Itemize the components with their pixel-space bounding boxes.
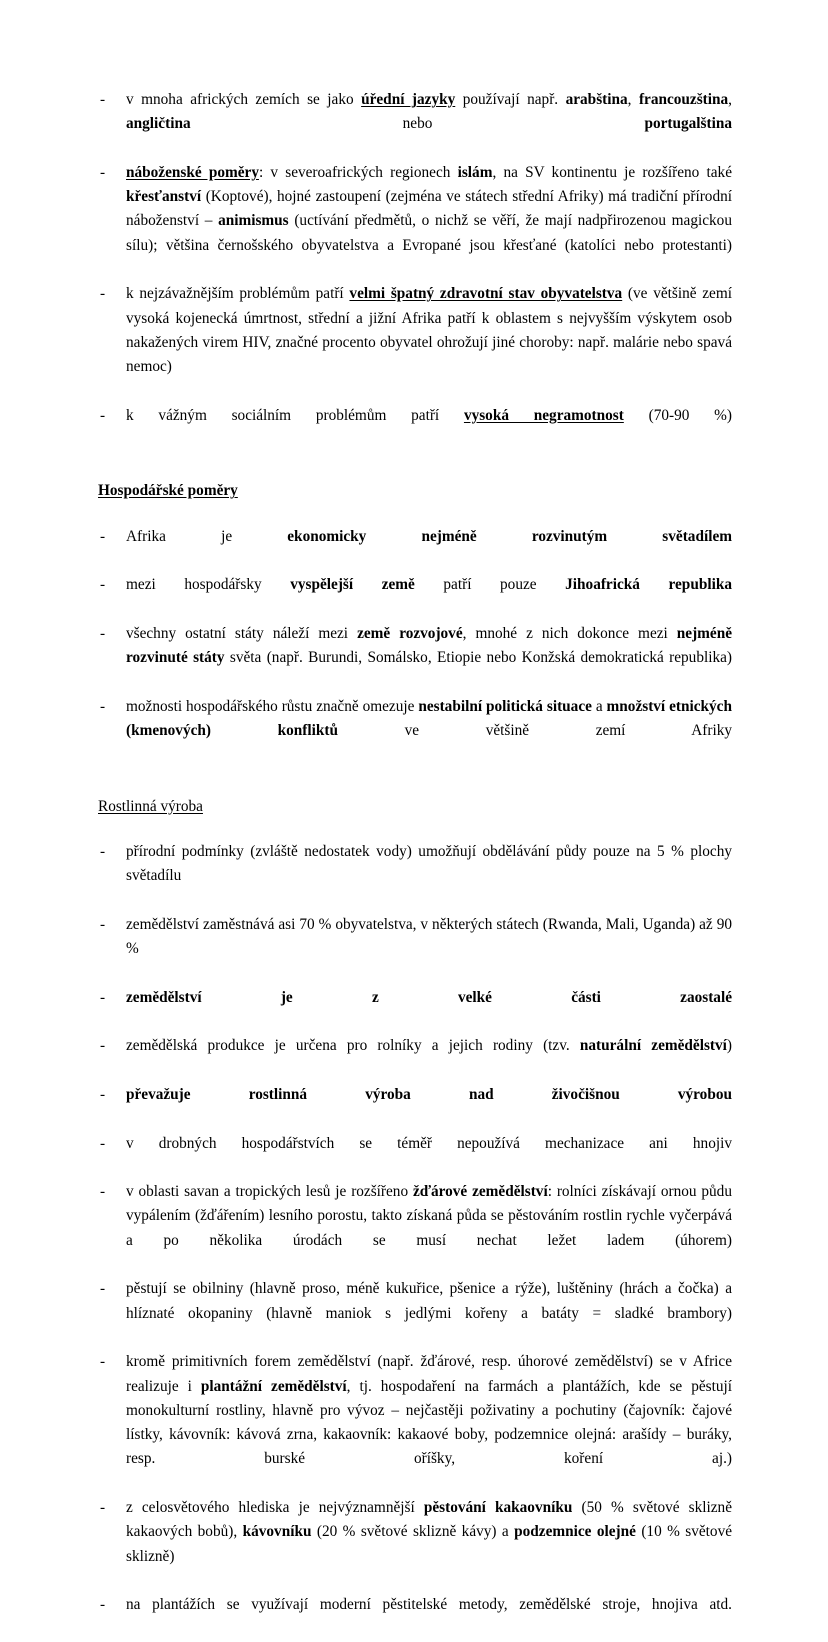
text-run: pěstování kakaovníku [423, 1499, 573, 1517]
text-run: plantážní zemědělství [200, 1377, 347, 1395]
text-run: naturální zemědělství [579, 1037, 727, 1055]
bullet-prevazuje-rostlinna-vyroba [98, 1083, 732, 1132]
text-run: vyspělejší země [290, 576, 415, 594]
text-run: , [728, 91, 732, 108]
text-run: (10 % světové sklizně) [126, 1523, 733, 1565]
spacer-after-hospodarske [98, 504, 732, 525]
text-run: nestabilní politická situace [418, 697, 592, 715]
bullet-dash-marker: - [100, 843, 106, 861]
bullet-dash-marker: - [100, 1085, 106, 1103]
bullet-prirodni-podminky [98, 840, 732, 913]
text-run: možnosti hospodářského růstu značně omezuje [126, 697, 419, 715]
bullet-dash-marker: - [100, 1499, 106, 1517]
bullet-drobne-hospodarstvi [98, 1132, 732, 1181]
text-run: podzemnice olejné [514, 1523, 636, 1541]
bullet-uredni-jazyky-text [126, 88, 732, 161]
bullet-prevazuje-rostlinna-vyroba-text [126, 1083, 732, 1132]
text-run: islám [457, 163, 493, 181]
text-run: kávovníku [242, 1523, 312, 1541]
spacer-before-hospodarske [98, 452, 732, 479]
text-run: (Koptové), hojné zastoupení (zejména ve státech střední Afriky) má tradiční přírodní náboženství – [126, 188, 732, 230]
bullet-zdravotni-stav [98, 282, 732, 403]
text-run: (50 % světové sklizně kakaových bobů), [126, 1499, 732, 1541]
text-run: vysoká negramotnost [463, 406, 624, 424]
text-run: všechny ostatní státy náleží mezi [126, 624, 358, 642]
text-run: Jihoafrická republika [565, 576, 732, 594]
text-run: k vážným sociálním problémům patří [126, 406, 464, 424]
bullet-plantazni-zemedelstvi-text [126, 1350, 732, 1496]
text-run: země rozvojové [357, 624, 463, 642]
bullet-kakaovnik-kavovnik [98, 1496, 732, 1593]
text-run: ve většině zemí Afriky [338, 722, 733, 740]
bullet-drobne-hospodarstvi-text [126, 1132, 732, 1181]
bullet-zemedelstvi-zaostale-text [126, 986, 732, 1035]
heading-rostlinna-vyroba-wrap [98, 795, 732, 819]
text-run: v drobných hospodářstvích se téměř nepoužívá mechanizace ani hnojiv [126, 1134, 732, 1152]
text-run: : v severoafrických regionech [258, 163, 458, 181]
text-run: žďárové zemědělství [412, 1183, 548, 1201]
bullet-dash-marker: - [100, 1596, 106, 1614]
text-run: zemědělství zaměstnává asi 70 % obyvatelstva, v některých státech (Rwanda, Mali, Uganda) až 90 % [126, 915, 732, 958]
bullet-obilniny [98, 1277, 732, 1350]
text-run: světa (např. Burundi, Somálsko, Etiopie nebo Konžská demokratická republika) [224, 649, 732, 667]
bullet-negramotnost [98, 404, 732, 453]
text-run: angličtina [126, 115, 191, 133]
bullet-dash-marker: - [100, 576, 106, 594]
bullet-dash-marker: - [100, 1037, 106, 1055]
bullet-naturalni-zemedelstvi-text [126, 1034, 732, 1083]
text-run: zemědělství je z velké části zaostalé [126, 988, 732, 1006]
text-run: na plantážích se využívají moderní pěstitelské metody, zemědělské stroje, hnojiva atd. [126, 1596, 732, 1614]
text-run: ekonomicky nejméně rozvinutým světadílem [287, 527, 732, 545]
text-run: nejméně rozvinuté státy [126, 624, 733, 667]
document-body [98, 88, 732, 1642]
bullet-zemedelstvi-zamestnava-text [126, 913, 732, 986]
text-run: používají např. [455, 91, 566, 108]
text-run: nebo [190, 115, 645, 133]
text-run: ) [726, 1037, 732, 1055]
bullet-plantazni-zemedelstvi [98, 1350, 732, 1496]
bullet-nestabilni-politicka-situace [98, 695, 732, 768]
bullet-prirodni-podminky-text [126, 840, 732, 913]
bullet-uredni-jazyky [98, 88, 732, 161]
text-run: animismus [218, 212, 289, 230]
text-run: kromě primitivních forem zemědělství (např. žďárové, resp. úhorové zemědělství) se v Africe realizuje i [126, 1353, 732, 1395]
bullet-dash-marker: - [100, 406, 106, 424]
bullet-zdravotni-stav-text [126, 282, 732, 403]
text-run: patří pouze [414, 576, 566, 594]
bullet-nestabilni-politicka-situace-text [126, 695, 732, 768]
bullet-zdarove-zemedelstvi-text [126, 1180, 732, 1277]
bullet-nejmene-rozvinuty-svetadil-text [126, 525, 732, 574]
bullet-negramotnost-text [126, 404, 732, 453]
heading-hospodarske-pomery-wrap [98, 479, 732, 503]
text-run: arabština [565, 91, 628, 108]
text-run: Afrika je [126, 527, 288, 545]
heading-rostlinna-vyroba: Rostlinná výroba [98, 797, 203, 815]
bullet-naturalni-zemedelstvi [98, 1034, 732, 1083]
bullet-dash-marker: - [100, 91, 106, 108]
text-run: zemědělská produkce je určena pro rolníky a jejich rodiny (tzv. [126, 1037, 580, 1055]
bullet-dash-marker: - [100, 1134, 106, 1152]
bullet-nejmene-rozvinuty-svetadil [98, 525, 732, 574]
bullet-dash-marker: - [100, 697, 106, 715]
bullet-nabozenske-pomery-text [126, 161, 732, 282]
bullet-moderni-metody [98, 1593, 732, 1642]
bullet-jihoafricka-republika [98, 573, 732, 622]
heading-hospodarske-pomery: Hospodářské poměry [98, 482, 238, 500]
text-run: křesťanství [126, 188, 202, 206]
bullet-dash-marker: - [100, 1280, 106, 1298]
text-run: (20 % světové sklizně kávy) a [311, 1523, 515, 1541]
bullet-obilniny-text [126, 1277, 732, 1350]
bullet-zdarove-zemedelstvi [98, 1180, 732, 1277]
bullet-zemedelstvi-zamestnava [98, 913, 732, 986]
bullet-dash-marker: - [100, 527, 106, 545]
text-run: úřední jazyky [361, 91, 456, 108]
text-run: převažuje rostlinná výroba nad živočišnou výrobou [126, 1085, 732, 1103]
text-run: množství etnických (kmenových) konfliktů [126, 697, 732, 740]
bullet-dash-marker: - [100, 915, 106, 933]
bullet-zeme-rozvojove [98, 622, 732, 695]
text-run: francouzština [638, 91, 729, 108]
text-run: a [591, 697, 607, 715]
text-run: , tj. hospodaření na farmách a plantážích, kde se pěstují monokulturní rostliny, hlavně pro vývoz – nejčastěji poživatiny a pochutiny (čajovník: čajové lístky, kávovník: kávová zrna, kakaovník: kakaové boby, podzemnice olejná: arašídy – buráky, resp. burské oříšky, koření aj.) [126, 1377, 732, 1468]
text-run: , [627, 91, 639, 108]
bullet-jihoafricka-republika-text [126, 573, 732, 622]
text-run: pěstují se obilniny (hlavně proso, méně kukuřice, pšenice a rýže), luštěniny (hrách a čočka) a hlíznaté okopaniny (hlavně maniok s jedlými kořeny a batáty = sladké brambory) [126, 1280, 732, 1322]
bullet-zemedelstvi-zaostale [98, 986, 732, 1035]
bullet-dash-marker: - [100, 624, 106, 642]
bullet-zeme-rozvojove-text [126, 622, 732, 695]
text-run: náboženské poměry [126, 163, 259, 181]
text-run: v mnoha afrických zemích se jako [126, 91, 362, 108]
text-run: velmi špatný zdravotní stav obyvatelstva [349, 285, 623, 303]
bullet-nabozenske-pomery [98, 161, 732, 282]
spacer-after-rostlinna [98, 819, 732, 840]
text-run: , na SV kontinentu je rozšířeno také [492, 163, 732, 181]
bullet-dash-marker: - [100, 988, 106, 1006]
text-run: (ve většině zemí vysoká kojenecká úmrtnost, střední a jižní Afrika patří k oblastem s nejvyšším výskytem osob nakažených virem HIV, značné procento obyvatel ohrožují jiné choroby: např. malárie nebo spavá nemoc) [126, 285, 732, 376]
bullet-dash-marker: - [100, 285, 106, 303]
text-run: portugalština [644, 115, 732, 133]
bullet-dash-marker: - [100, 1353, 106, 1371]
bullet-dash-marker: - [100, 163, 106, 181]
bullet-moderni-metody-text [126, 1593, 732, 1642]
text-run: přírodní podmínky (zvláště nedostatek vody) umožňují obdělávání půdy pouze na 5 % plochy světadílu [126, 843, 732, 885]
text-run: v oblasti savan a tropických lesů je rozšířeno [126, 1183, 413, 1201]
text-run: , mnohé z nich dokonce mezi [462, 624, 677, 642]
text-run: z celosvětového hlediska je nejvýznamnější [126, 1499, 424, 1517]
text-run: : rolníci získávají ornou půdu vypálením (žďářením) lesního porostu, takto získaná půda se pěstováním rostlin rychle vyčerpává a po několika úrodách se musí nechat ležet ladem (úhorem) [126, 1183, 732, 1249]
text-run: (70-90 %) [623, 406, 732, 424]
text-run: k nejzávažnějším problémům patří [126, 285, 350, 303]
bullet-kakaovnik-kavovnik-text [126, 1496, 732, 1593]
spacer-before-rostlinna [98, 768, 732, 795]
text-run: mezi hospodářsky [126, 576, 291, 594]
text-run: (uctívání předmětů, o nichž se věří, že mají nadpřirozenou magickou sílu); většina černošského obyvatelstva a Evropané jsou křesťané (katolíci nebo protestanti) [126, 212, 732, 254]
bullet-dash-marker: - [100, 1183, 106, 1201]
